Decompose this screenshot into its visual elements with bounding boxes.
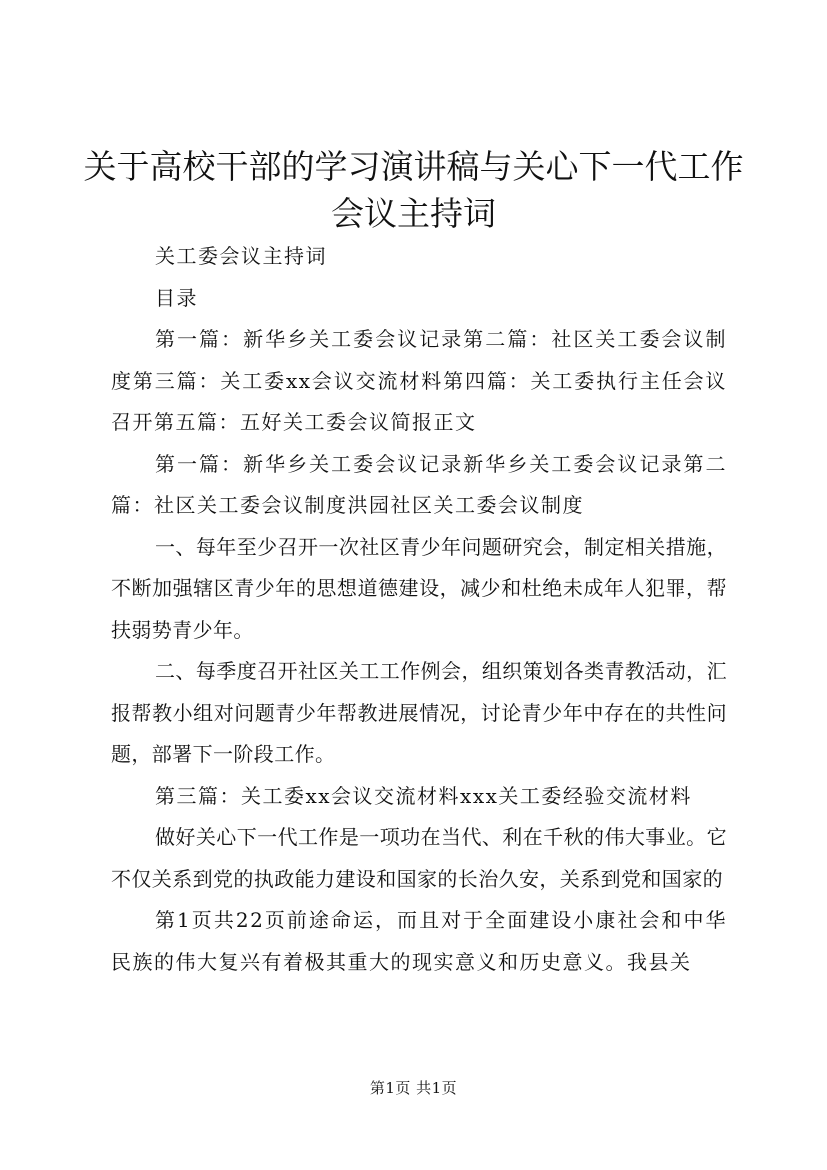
paragraph-rule-1: 一、每年至少召开一次社区青少年问题研究会，制定相关措施，不断加强辖区青少年的思想道德建设，减少和杜绝未成年人犯罪，帮扶弱势青少年。 <box>111 534 727 642</box>
title-line-1: 关于高校干部的学习演讲稿与关心下一代工作 <box>83 147 744 186</box>
document-title <box>60 143 767 237</box>
paragraph-section-3: 第三篇：关工委xx会议交流材料xxx关工委经验交流材料 <box>155 783 692 808</box>
paragraph-body-1: 做好关心下一代工作是一项功在当代、利在千秋的伟大事业。它不仅关系到党的执政能力建设和国家的长治久安，关系到党和国家的 <box>111 825 727 891</box>
paragraph-toc: 第一篇：新华乡关工委会议记录第二篇：社区关工委会议制度第三篇：关工委xx会议交流材料第四篇：关工委执行主任会议召开第五篇：五好关工委会议简报正文 <box>111 327 727 434</box>
paragraph-section-1: 第一篇：新华乡关工委会议记录新华乡关工委会议记录第二篇：社区关工委会议制度洪园社区关工委会议制度 <box>111 451 727 517</box>
paragraph-rule-2: 二、每季度召开社区关工工作例会，组织策划各类青教活动，汇报帮教小组对问题青少年帮教进展情况，讨论青少年中存在的共性问题，部署下一阶段工作。 <box>111 659 727 766</box>
paragraph-toc-label: 目录 <box>155 285 198 310</box>
page-footer: 第1页 共1页 <box>369 1079 458 1097</box>
paragraph-heading: 关工委会议主持词 <box>155 244 327 268</box>
paragraph-body-2: 第1页共22页前途命运，而且对于全面建设小康社会和中华民族的伟大复兴有着极其重大的现实意义和历史意义。我县关 <box>111 908 727 974</box>
document-body <box>111 236 727 983</box>
title-line-2: 会议主持词 <box>331 194 496 233</box>
